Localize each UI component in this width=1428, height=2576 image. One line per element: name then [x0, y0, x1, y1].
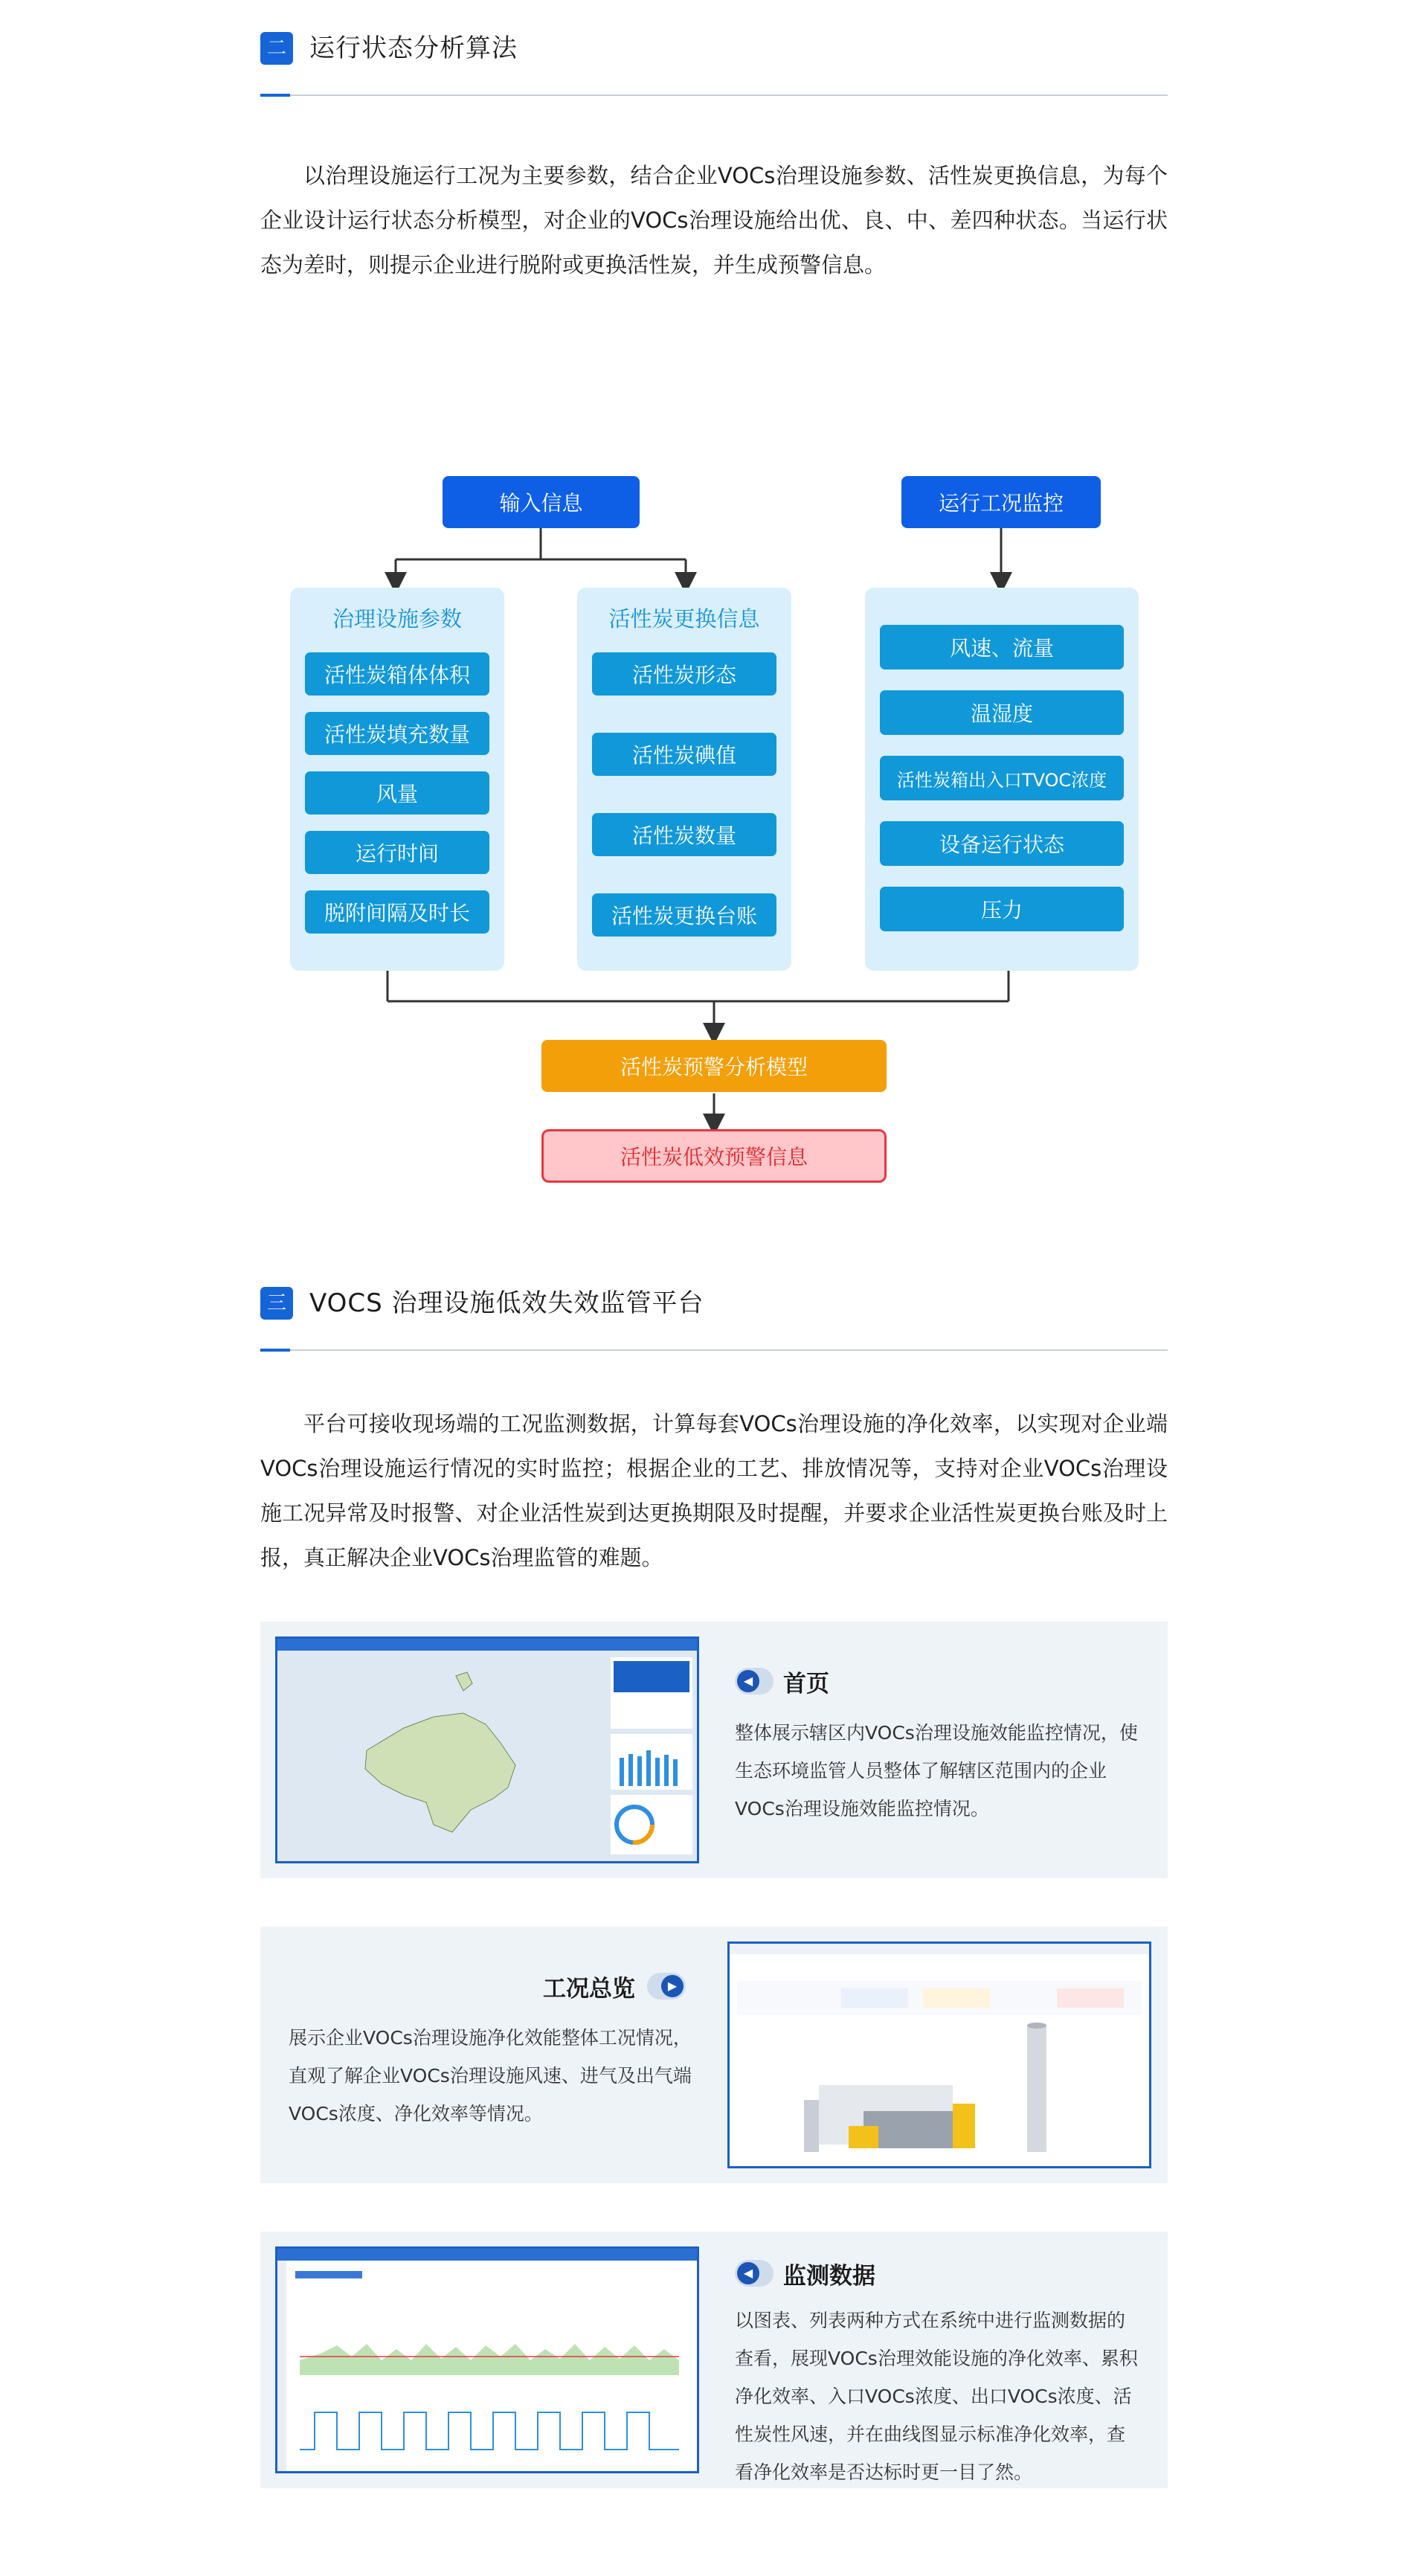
- feature-card-overview: [260, 1927, 1168, 2183]
- section-divider: [260, 94, 1168, 96]
- param-item: 脱附间隔及时长: [305, 890, 489, 934]
- section-arrow-icon: ◀: [735, 2260, 774, 2287]
- carbon-item: 活性炭数量: [592, 813, 776, 856]
- section-arrow-icon: ◀: [735, 1668, 774, 1695]
- monitor-item: 活性炭箱出入口TVOC浓度: [880, 756, 1124, 800]
- section-title: 运行状态分析算法: [309, 33, 518, 63]
- feature-card-home: [260, 1622, 1168, 1878]
- section-number-badge: 二: [260, 32, 293, 65]
- monitor-item: 设备运行状态: [880, 821, 1124, 866]
- card-description: 以图表、列表两种方式在系统中进行监测数据的查看，展现VOCs治理效能设施的净化效率、累积净化效率、入口VOCs浓度、出口VOCs浓度、活性炭性风速，并在曲线图显示标准净化效率，查看净化效率是否达标时更一目了然。: [735, 2310, 1138, 2483]
- home-screenshot: [275, 1637, 699, 1863]
- panel-title-carbon: 活性炭更换信息: [608, 606, 760, 632]
- card-title: 首页: [783, 1671, 829, 1697]
- map-thumbnail-image: [277, 1639, 697, 1861]
- monitor-item: 温湿度: [880, 690, 1124, 735]
- param-item: 活性炭填充数量: [305, 712, 489, 755]
- param-item: 风量: [305, 771, 489, 815]
- feature-card-monitoring: [260, 2232, 1168, 2488]
- platform-paragraph: 平台可接收现场端的工况监测数据，计算每套VOCs治理设施的净化效率，以实现对企业端VOCs治理设施运行情况的实时监控；根据企业的工艺、排放情况等，支持对企业VOCs治理设施工况异常及时报警、对企业活性炭到达更换期限及时提醒，并要求企业活性炭更换台账及时上报，真正解决企业VOCs治理监管的难题。: [260, 1411, 1168, 1570]
- input-info-box: 输入信息: [443, 476, 640, 528]
- carbon-item: 活性炭更换台账: [592, 893, 776, 937]
- warning-model-box: 活性炭预警分析模型: [541, 1040, 887, 1092]
- card-description: 整体展示辖区内VOCs治理设施效能监控情况，使生态环境监管人员整体了解辖区范围内的企业VOCs治理设施效能监控情况。: [735, 1722, 1138, 1819]
- param-item: 运行时间: [305, 831, 489, 874]
- monitor-item: 压力: [880, 887, 1124, 931]
- algorithm-paragraph: 以治理设施运行工况为主要参数，结合企业VOCs治理设施参数、活性炭更换信息，为每个企业设计运行状态分析模型，对企业的VOCs治理设施给出优、良、中、差四种状态。当运行状态为差时，则提示企业进行脱附或更换活性炭，并生成预警信息。: [260, 163, 1168, 277]
- card-title: 监测数据: [783, 2263, 875, 2290]
- low-efficiency-warning-box: 活性炭低效预警信息: [541, 1129, 887, 1183]
- monitor-item: 风速、流量: [880, 625, 1124, 669]
- monitoring-chart-image: [277, 2249, 697, 2471]
- monitoring-screenshot: [275, 2246, 699, 2473]
- section-arrow-icon: ▶: [647, 1973, 686, 2000]
- section-divider: [260, 1349, 1168, 1351]
- carbon-item: 活性炭形态: [592, 652, 776, 696]
- panel-title-params: 治理设施参数: [332, 606, 462, 632]
- carbon-item: 活性炭碘值: [592, 733, 776, 776]
- runtime-monitor-box: 运行工况监控: [901, 476, 1101, 528]
- panel-carbon-replacement: [577, 588, 791, 971]
- equipment-diagram-image: [730, 1944, 1149, 2166]
- param-item: 活性炭箱体体积: [305, 652, 489, 696]
- card-title: 工况总览: [543, 1976, 635, 2002]
- card-description: 展示企业VOCs治理设施净化效能整体工况情况，直观了解企业VOCs治理设施风速、进气及出气端VOCs浓度、净化效率等情况。: [289, 2027, 692, 2124]
- panel-facility-params: [290, 588, 504, 971]
- section-title: VOCS 治理设施低效失效监管平台: [309, 1288, 704, 1318]
- overview-screenshot: [727, 1941, 1151, 2168]
- panel-runtime-monitor: [865, 588, 1139, 971]
- section-number-badge: 三: [260, 1287, 293, 1320]
